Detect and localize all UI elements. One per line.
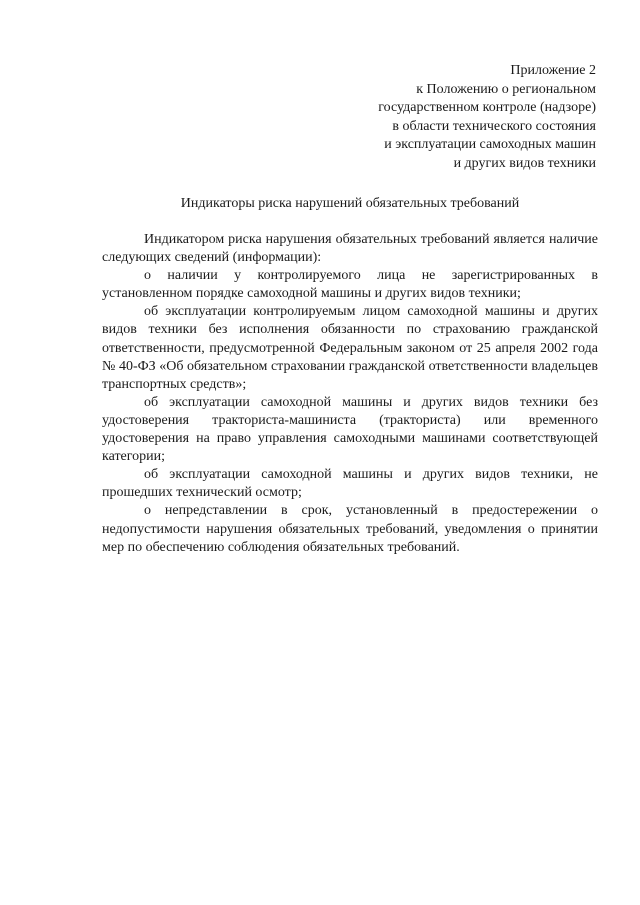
appendix-line: к Положению о региональном	[416, 81, 596, 97]
body-paragraph: об эксплуатации самоходной машины и других видов техники без удостоверения тракториста-машиниста (тракториста) или временного удостоверения на право управления самоходными машинами соответствующей категории;	[102, 394, 598, 465]
document-title: Индикаторы риска нарушений обязательных требований	[180, 196, 520, 211]
appendix-line: в области технического состояния	[392, 118, 596, 134]
body-paragraph: об эксплуатации контролируемым лицом самоходной машины и других видов техники без исполнения обязанности по страхованию гражданской ответственности, предусмотренной Федеральным законом от 25 апреля 2002 года № 40-ФЗ «Об обязательном страховании гражданской ответственности владельцев транспортных средств»;	[102, 304, 598, 392]
body-paragraph: о наличии у контролируемого лица не зарегистрированных в установленном порядке самоходной машины и других видов техники;	[102, 268, 598, 302]
body-paragraph: об эксплуатации самоходной машины и других видов техники, не прошедших технический осмотр;	[102, 467, 598, 501]
appendix-line: государственном контроле (надзоре)	[378, 100, 596, 116]
appendix-line: и других видов техники	[453, 155, 596, 171]
document-body	[102, 231, 598, 557]
appendix-line: Приложение 2	[510, 63, 596, 78]
appendix-header	[296, 62, 596, 174]
body-paragraph: Индикатором риска нарушения обязательных требований является наличие следующих сведений (информации):	[102, 232, 598, 266]
body-paragraph: о непредставлении в срок, установленный в предостережении о недопустимости нарушения обязательных требований, уведомления о принятии мер по обеспечению соблюдения обязательных требований.	[102, 503, 598, 555]
appendix-line: и эксплуатации самоходных машин	[384, 137, 596, 153]
